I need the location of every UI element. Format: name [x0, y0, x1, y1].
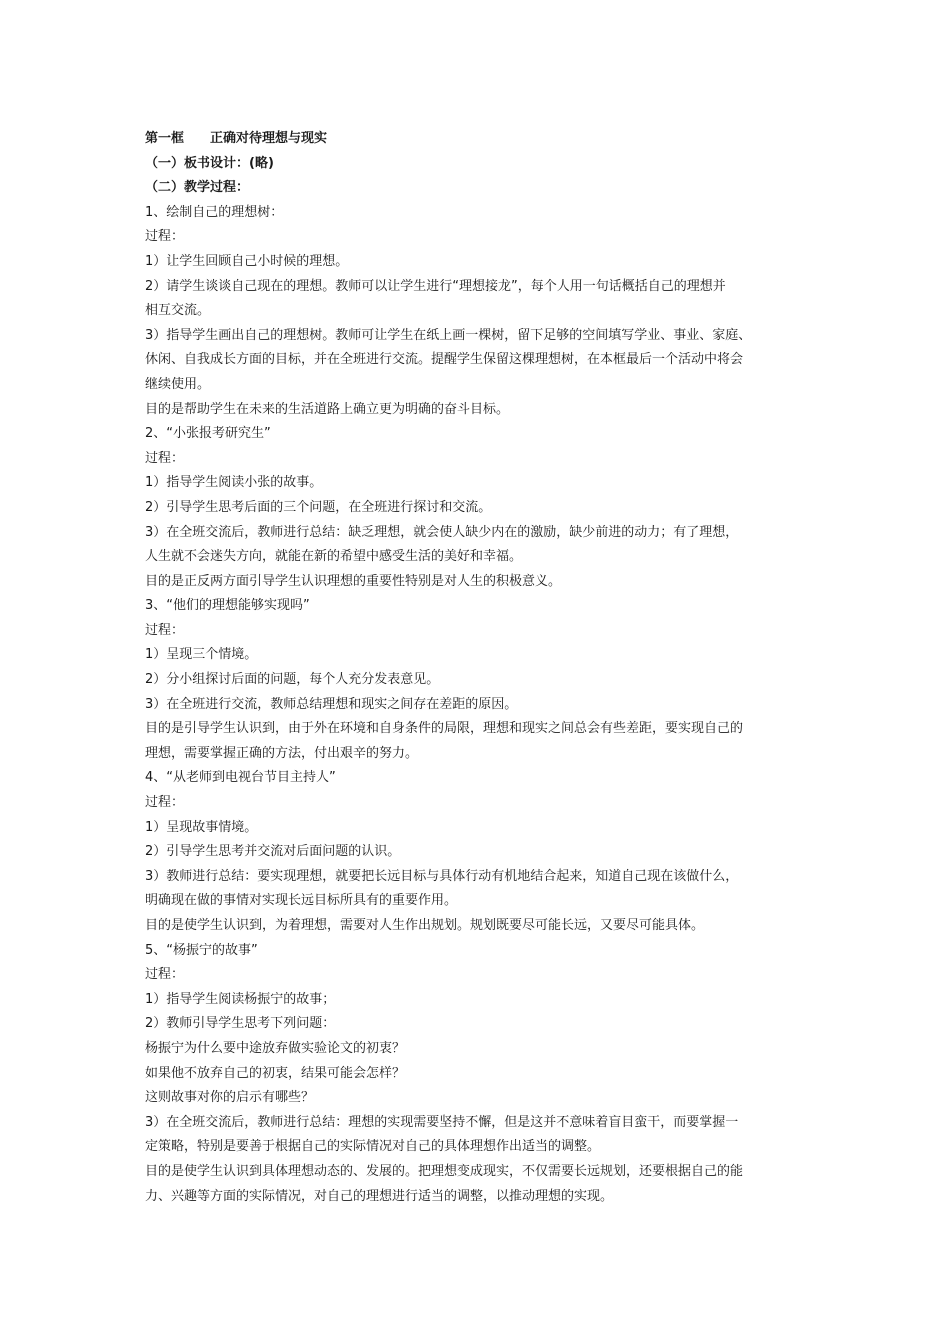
text-line: 2）分小组探讨后面的问题，每个人充分发表意见。: [145, 672, 440, 688]
text-line: 这则故事对你的启示有哪些？: [145, 1090, 315, 1106]
text-line: 目的是使学生认识到具体理想动态的、发展的。把理想变成现实，不仅需要长远规划，还要根据自己的能: [145, 1163, 744, 1179]
text-line: 过程：: [145, 795, 185, 811]
text-line: 3）在全班交流后，教师进行总结：理想的实现需要坚持不懈，但是这并不意味着盲目蛮干，而要掌握一: [145, 1114, 739, 1130]
heading-board-design: （一）板书设计：(略): [145, 155, 274, 171]
text-line: 2）请学生谈谈自己现在的理想。教师可以让学生进行“理想接龙”，每个人用一句话概括自己的理想并: [145, 278, 726, 294]
text-line: 1）呈现故事情境。: [145, 819, 258, 835]
heading-teaching-process: （二）教学过程：: [145, 180, 250, 196]
text-line: 杨振宁为什么要中途放弃做实验论文的初衷？: [145, 1040, 406, 1056]
text-line: 如果他不放弃自己的初衷，结果可能会怎样？: [145, 1065, 406, 1081]
text-line: 目的是引导学生认识到，由于外在环境和自身条件的局限，理想和现实之间总会有些差距，要实现自己的: [145, 721, 744, 737]
text-line: 2）引导学生思考后面的三个问题，在全班进行探讨和交流。: [145, 499, 492, 515]
text-line: 目的是使学生认识到，为着理想，需要对人生作出规划。规划既要尽可能长远，又要尽可能具体。: [145, 918, 705, 933]
text-line: 目的是帮助学生在未来的生活道路上确立更为明确的奋斗目标。: [145, 401, 510, 417]
text-line: 人生就不会迷失方向，就能在新的希望中感受生活的美好和幸福。: [145, 549, 523, 565]
document-body: [145, 201, 810, 1209]
text-line: 过程：: [145, 450, 185, 466]
text-line: 3）在全班交流后，教师进行总结：缺乏理想，就会使人缺少内在的激励，缺少前进的动力；有了理想，: [145, 524, 739, 540]
title-main: 正确对待理想与现实: [210, 131, 328, 146]
text-line: 5、“杨振宁的故事”: [145, 942, 258, 958]
text-line: 定策略，特别是要善于根据自己的实际情况对自己的具体理想作出适当的调整。: [145, 1139, 601, 1155]
title-prefix: 第一框: [145, 131, 185, 146]
text-line: 2、“小张报考研究生”: [145, 426, 271, 442]
text-line: 休闲、自我成长方面的目标，并在全班进行交流。提醒学生保留这棵理想树，在本框最后一个活动中将会: [145, 352, 744, 368]
text-line: 1）指导学生阅读杨振宁的故事；: [145, 991, 336, 1007]
text-line: 目的是正反两方面引导学生认识理想的重要性特别是对人生的积极意义。: [145, 573, 562, 589]
text-line: 继续使用。: [145, 376, 211, 392]
document-page: [145, 127, 810, 1209]
text-line: 4、“从老师到电视台节目主持人”: [145, 770, 336, 786]
text-line: 3）在全班进行交流，教师总结理想和现实之间存在差距的原因。: [145, 696, 518, 712]
text-line: 3）教师进行总结：要实现理想，就要把长远目标与具体行动有机地结合起来，知道自己现在该做什么，: [145, 868, 739, 884]
text-line: 过程：: [145, 967, 185, 983]
text-line: 1、绘制自己的理想树：: [145, 204, 284, 220]
text-line: 1）让学生回顾自己小时候的理想。: [145, 253, 349, 269]
text-line: 1）呈现三个情境。: [145, 647, 258, 663]
text-line: 1）指导学生阅读小张的故事。: [145, 475, 323, 491]
text-line: 过程：: [145, 229, 185, 245]
text-line: 过程：: [145, 622, 185, 638]
text-line: 2）引导学生思考并交流对后面问题的认识。: [145, 844, 401, 860]
text-line: 2）教师引导学生思考下列问题：: [145, 1016, 336, 1032]
text-line: 相互交流。: [145, 303, 211, 319]
document-title: [145, 127, 810, 152]
text-line: 3、“他们的理想能够实现吗”: [145, 598, 310, 614]
text-line: 明确现在做的事情对实现长远目标所具有的重要作用。: [145, 893, 458, 909]
text-line: 力、兴趣等方面的实际情况，对自己的理想进行适当的调整，以推动理想的实现。: [145, 1188, 614, 1204]
text-line: 3）指导学生画出自己的理想树。教师可让学生在纸上画一棵树，留下足够的空间填写学业、事业、家庭、: [145, 327, 752, 343]
text-line: 理想，需要掌握正确的方法，付出艰辛的努力。: [145, 745, 419, 761]
